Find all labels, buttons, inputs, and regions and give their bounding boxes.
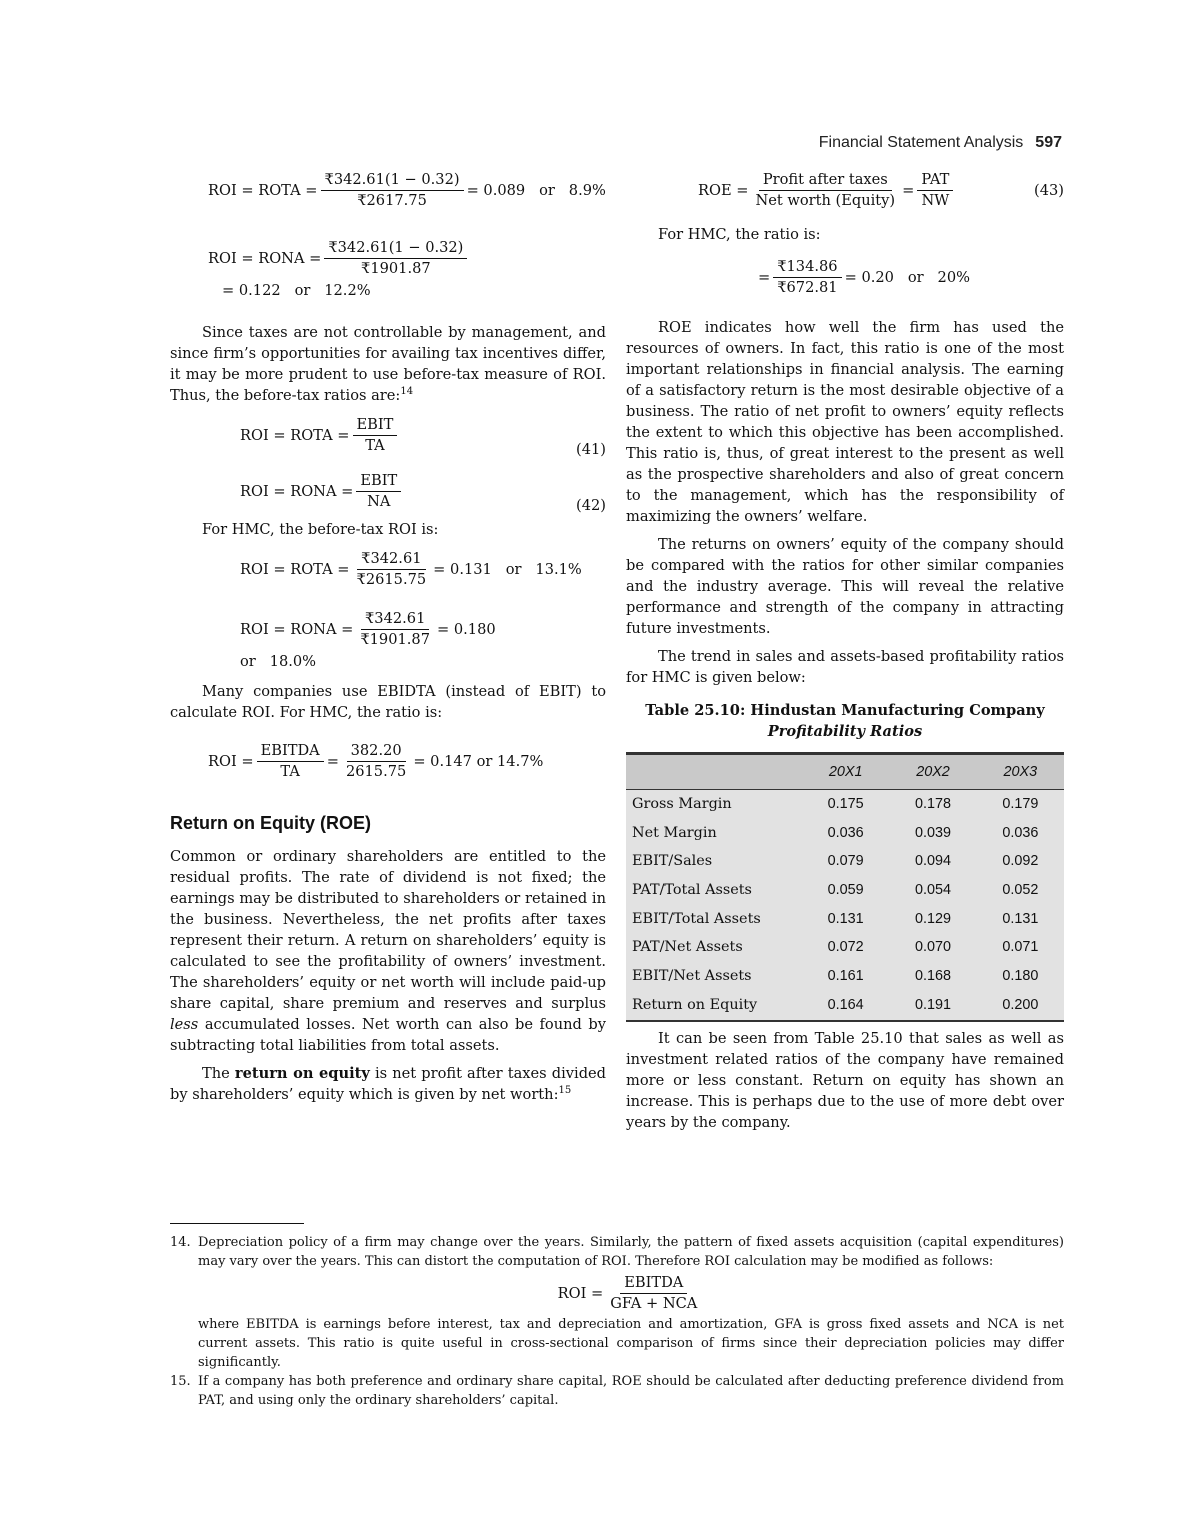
paragraph-table-conclusion: It can be seen from Table 25.10 that sales as well as investment related ratios of the company have remained more or less constant. Return on equity has shown an increase. This is perhaps due to the use of more debt over years by the company. [626,1029,1064,1131]
table-row: Net Margin 0.036 0.039 0.036 [632,824,1039,841]
equation-42: ROI = RONA = $\frac{\text{EBIT}}{NA}$ (42) [240,471,606,514]
table-row: PAT/Net Assets 0.072 0.070 0.071 [632,939,1039,956]
equation-43: ROE = $\frac{\text{Profit after taxes}}{\text{Net worth (Equity)}}$ = $\frac{\text{PAT}}{NW}$ (43) [698,170,1064,209]
equation-roi-rona-before-tax: ROI = RONA = $\frac{₹342.61}{₹1901.87}$ = 0.180 [240,609,496,648]
right-column [626,168,1064,1140]
table-row: EBIT/Net Assets 0.161 0.168 0.180 [632,967,1039,984]
table-row: EBIT/Sales 0.079 0.094 0.092 [632,853,1039,870]
table-row: Gross Margin 0.175 0.178 0.179 [632,795,1039,812]
table-caption: Table 25.10: Hindustan Manufacturing Company Profitability Ratios [645,702,1045,740]
table-row: EBIT/Total Assets 0.131 0.129 0.131 [632,910,1039,927]
footnote-14: 14. Depreciation policy of a firm may change over the years. Similarly, the pattern of fixed assets acquisition (capital expenditures) may vary over the years. This can distort the computation of ROI. Therefore ROI calculation may be modified as follows: ROI = $\frac{\text{EBITDA}}{\text{GFA + NCA}}$ where EBITDA is earnings before interest, tax and depreciation and amortization, GFA is gross fixed assets and NCA is net current assets. This ratio is quite useful in cross-sectional comparison of firms since their depreciation policies may differ significantly. [170,1235,1064,1370]
footnote-rule [170,1223,304,1224]
paragraph-ebitda: Many companies use EBIDTA (instead of EBIT) to calculate ROI. For HMC, the ratio is: [170,683,606,721]
equation-roe-hmc: = $\frac{₹134.86}{₹672.81}$ = 0.20 or 20% [758,257,970,296]
header-title: Financial Statement Analysis [818,134,1024,151]
section-title-roe: Return on Equity (ROE) [170,813,371,833]
equation-number-43: (43) [1034,182,1064,199]
paragraph-for-hmc-roe: For HMC, the ratio is: [658,226,821,243]
paragraph-tax-controllable: Since taxes are not controllable by management, and since firm’s opportunities for availing tax incentives differ, it may be more prudent to use before-tax measure of ROI. Thus, the before-tax ratios are:$^{14}$ [170,324,606,404]
profitability-ratios-table [626,752,1064,1022]
table-row: PAT/Total Assets 0.059 0.054 0.052 [632,881,1039,898]
paragraph-ordinary-shareholders: Common or ordinary shareholders are entitled to the residual profits. The rate of dividend is not fixed; the earnings may be distributed to shareholders or retained in the business. Nevertheless, the net profits after taxes represent their return. A return on shareholders’ equity is calculated to see the profitability of owners’ investment. The shareholders’ equity or net worth will include paid-up share capital, share premium and reserves and surplus less accumulated losses. Net worth can also be found by subtracting total liabilities from total assets. [170,848,606,1054]
paragraph-roe-indicates: ROE indicates how well the firm has used the resources of owners. In fact, this ratio is one of the most important relationships in financial analysis. The earning of a satisfactory return is the most desirable objective of a business. The ratio of net profit to owners’ equity reflects the extent to which this objective has been accomplished. This ratio is, thus, of great interest to the present as well as the prospective shareholders and also of great concern to the management, which has the responsibility of maximizing the owners’ welfare. [626,319,1064,525]
footnote-15: 15. If a company has both preference and ordinary share capital, ROE should be calculated after deducting preference dividend from PAT, and using only the ordinary shareholders’ capital. [170,1374,1064,1408]
equation-roi-ebitda: ROI = $\frac{\text{EBITDA}}{TA}$ = $\frac{382.20}{2615.75}$ = 0.147 or 14.7% [208,741,544,780]
table-row: Return on Equity 0.164 0.191 0.200 [626,991,1064,1021]
footnote-equation: ROI = $\frac{\text{EBITDA}}{\text{GFA + NCA}}$ [557,1273,698,1312]
equation-roi-rona-result: = 0.122 or 12.2% [222,282,371,299]
equation-number-42: (42) [576,497,606,514]
paragraph-return-on-equity-definition: The return on equity is net profit after taxes divided by shareholders’ equity which is given by net worth:$^{15}$ [170,1065,607,1103]
page-number: 597 [1035,134,1062,151]
paragraph-trend: The trend in sales and assets-based profitability ratios for HMC is given below: [626,648,1064,686]
footnotes [170,1233,1064,1410]
column-header: 20X2 [916,763,950,780]
paragraph-before-tax-roi: For HMC, the before-tax ROI is: [202,521,439,538]
table-header-row [626,754,1064,790]
equation-roi-rota-before-tax: ROI = ROTA = $\frac{₹342.61}{₹2615.75}$ = 0.131 or 13.1% [240,549,582,588]
equation-41: ROI = ROTA = $\frac{\text{EBIT}}{TA}$ (41) [240,415,606,458]
running-header [819,134,1062,152]
equation-roi-rona-before-tax-result: or 18.0% [240,653,317,670]
left-column [170,168,606,1112]
column-header: 20X1 [828,763,863,780]
equation-roi-rona-after-tax: ROI = RONA = $\frac{₹342.61(1 - 0.32)}{₹1901.87}$ [208,236,606,280]
column-header: 20X3 [1003,763,1038,780]
paragraph-returns-comparison: The returns on owners’ equity of the company should be compared with the ratios for other similar companies and the industry average. This will reveal the relative performance and strength of the company in attracting future investments. [626,536,1064,637]
equation-number-41: (41) [576,441,606,458]
equation-roi-rota-after-tax: ROI = ROTA = $\frac{₹342.61(1 - 0.32)}{₹2617.75}$ = 0.089 or 8.9% [208,170,606,209]
